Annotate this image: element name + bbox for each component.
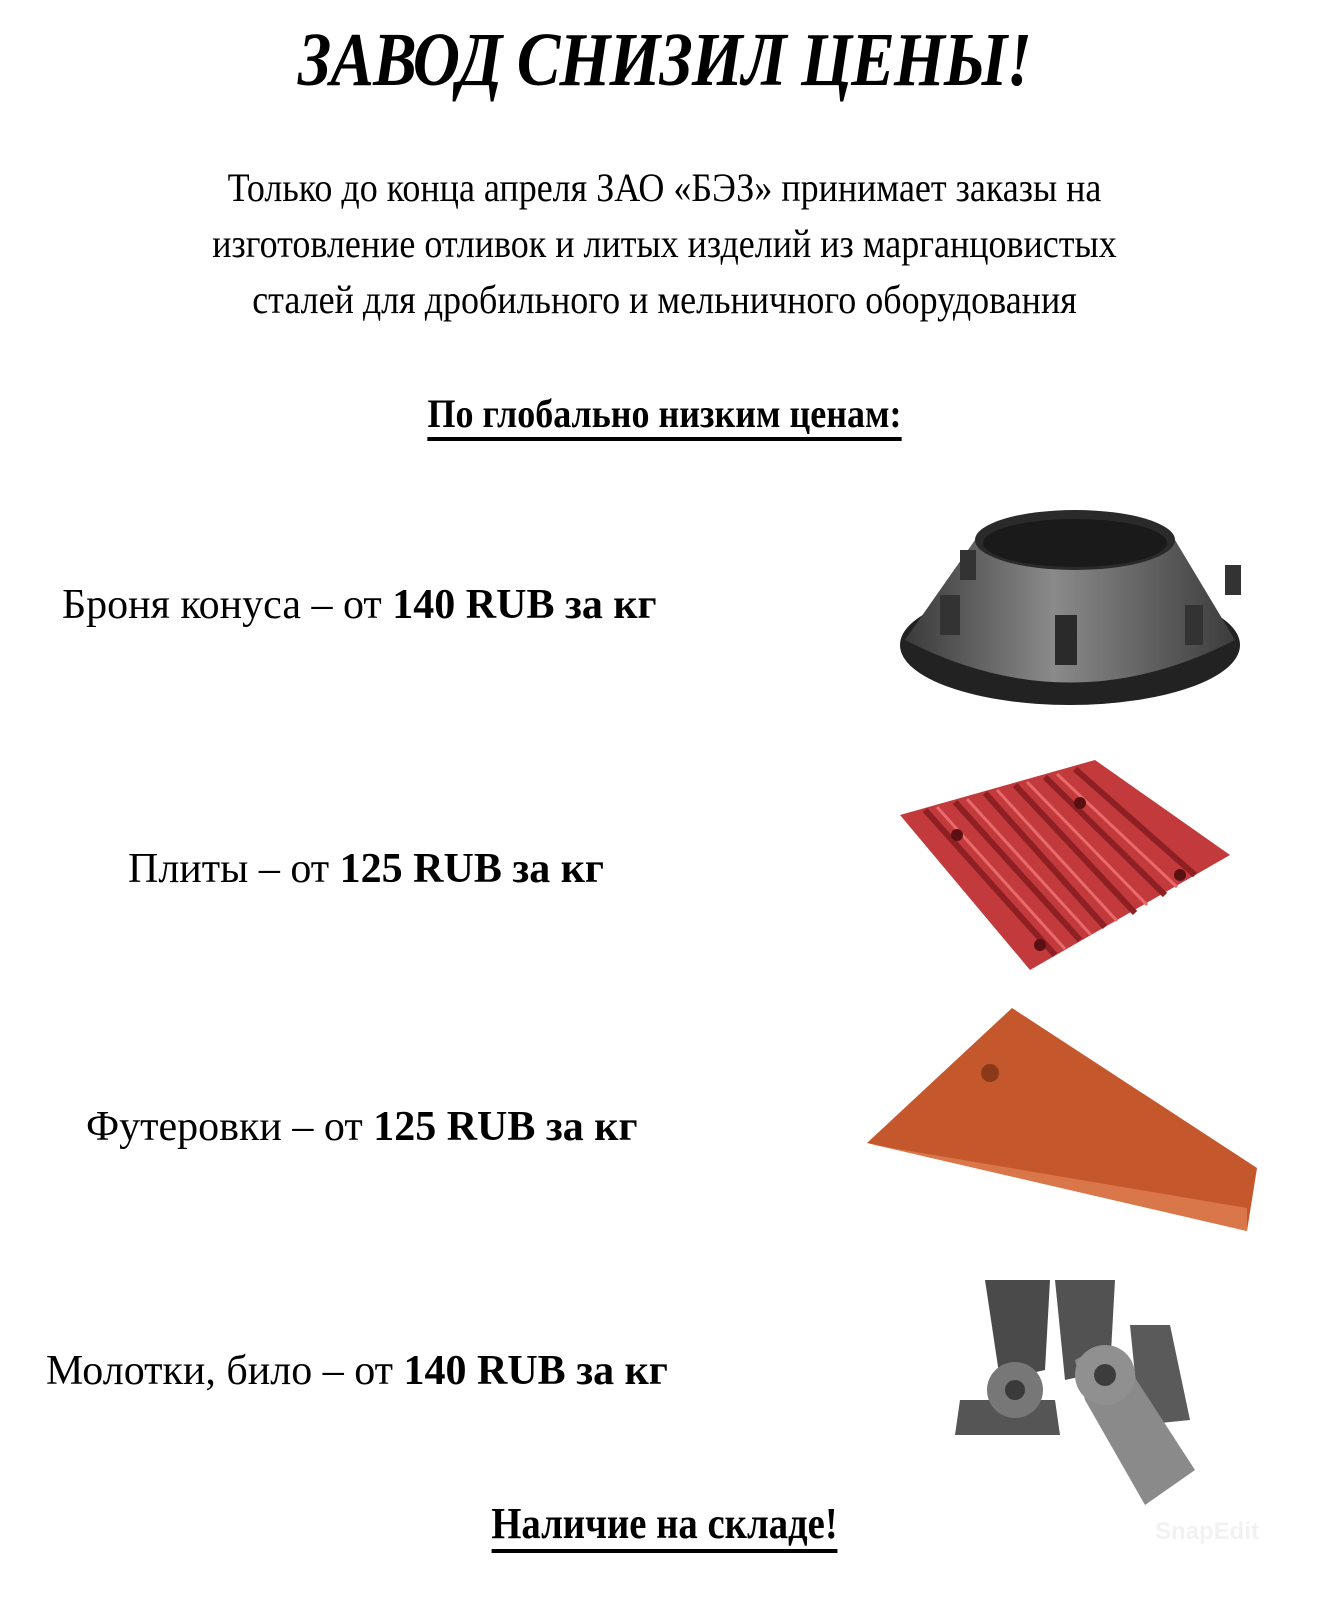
product-price-hammers: Молотки, било – от 140 RUB за кг	[46, 1348, 668, 1394]
intro-text	[120, 160, 1208, 328]
page-title: ЗАВОД СНИЗИЛ ЦЕНЫ!	[297, 18, 1032, 102]
watermark: SnapEdit	[1154, 1518, 1259, 1545]
liner-plate-image	[862, 1003, 1262, 1235]
intro-line: изготовление отливок и литых изделий из марганцовистых	[212, 221, 1117, 266]
jaw-plate-image	[895, 755, 1235, 975]
cone-liner-image	[895, 495, 1245, 710]
product-price-liners: Футеровки – от 125 RUB за кг	[86, 1104, 638, 1150]
stock-availability-footer: Наличие на складе!	[80, 1498, 1250, 1549]
subheading: По глобально низким ценам:	[66, 390, 1262, 437]
intro-line: Только до конца апреля ЗАО «БЭЗ» принимает заказы на	[227, 165, 1102, 210]
intro-line: сталей для дробильного и мельничного оборудования	[252, 277, 1077, 322]
product-price-cone-liner: Броня конуса – от 140 RUB за кг	[62, 582, 657, 628]
hammers-image	[935, 1270, 1235, 1510]
product-price-jaw-plates: Плиты – от 125 RUB за кг	[128, 846, 604, 892]
